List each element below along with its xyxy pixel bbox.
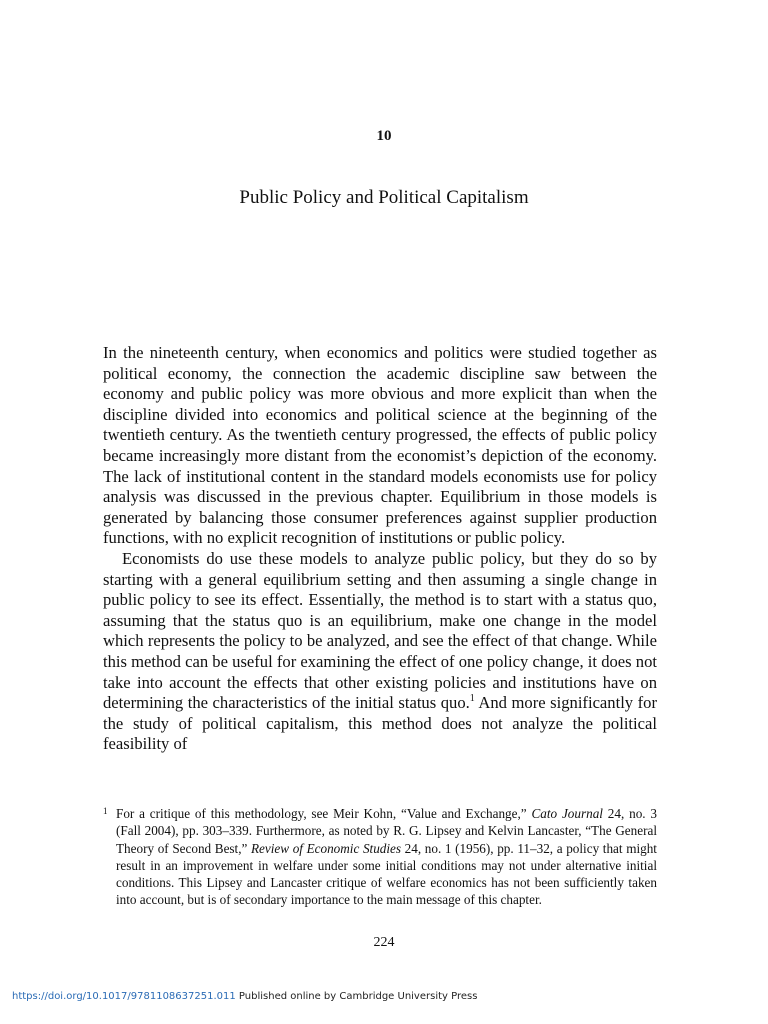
footnote-marker: 1 [103,806,108,816]
published-online-text: Published online by Cambridge University Press [235,991,478,1002]
footnote-text-part: For a critique of this methodology, see Meir Kohn, “Value and Exchange,” [116,806,532,821]
footnote [103,805,657,909]
journal-title: Review of Economic Studies [251,840,402,856]
chapter-number: 10 [376,128,392,144]
doi-link[interactable]: https://doi.org/10.1017/9781108637251.011 [12,991,236,1002]
footer [12,991,477,1002]
footnote-text [103,805,657,909]
page-number: 224 [373,935,395,950]
paragraph [103,549,657,755]
footnote-text-part: 24, no. 1 (1956), pp. 11–32, a policy that might result in an improvement in welfare under some initial conditions may not under alternative initial conditions. This Lipsey and Lancaster critique of welfare economics has not been sufficiently taken into account, but is of secondary importance to the main message of this chapter. [116,840,657,908]
paragraph: In the nineteenth century, when economics and politics were studied together as political economy, the connection the academic discipline saw between the economy and public policy was more obvious and more explicit than when the discipline divided into economics and political science at the beginning of the twentieth century. As the twentieth century progressed, the effects of public policy became increasingly more distant from the economist’s depiction of the economy. The lack of institutional content in the standard models economists use for policy analysis was discussed in the previous chapter. Equilibrium in those models is generated by balancing those consumer preferences against supplier production functions, with no explicit recognition of institutions or public policy. [103,343,657,548]
paragraph-text: Economists do use these models to analyze public policy, but they do so by starting with a general equilibrium setting and then assuming a single change in public policy to see its effect. Essentially, the method is to start with a status quo, assuming that the status quo is an equilibrium, make one change in the model which represents the policy to be analyzed, and see the effect of that change. While this method can be useful for examining the effect of one policy change, it does not take into account the effects that other existing policies and institutions have on determining the characteristics of the initial status quo. [103,548,657,713]
body-text [103,343,657,755]
paragraph-text: And more significantly for the study of political capitalism, this method does not analyze the political feasibility of [103,693,657,754]
journal-title: Cato Journal [531,806,603,821]
footnote-reference[interactable]: 1 [469,693,475,705]
footnote-text-part: 24, no. 3 (Fall 2004), pp. 303–339. Furthermore, as noted by R. G. Lipsey and Kelvin Lancaster, “The General Theory of Second Best,” [116,806,658,856]
chapter-title: Public Policy and Political Capitalism [239,187,529,208]
